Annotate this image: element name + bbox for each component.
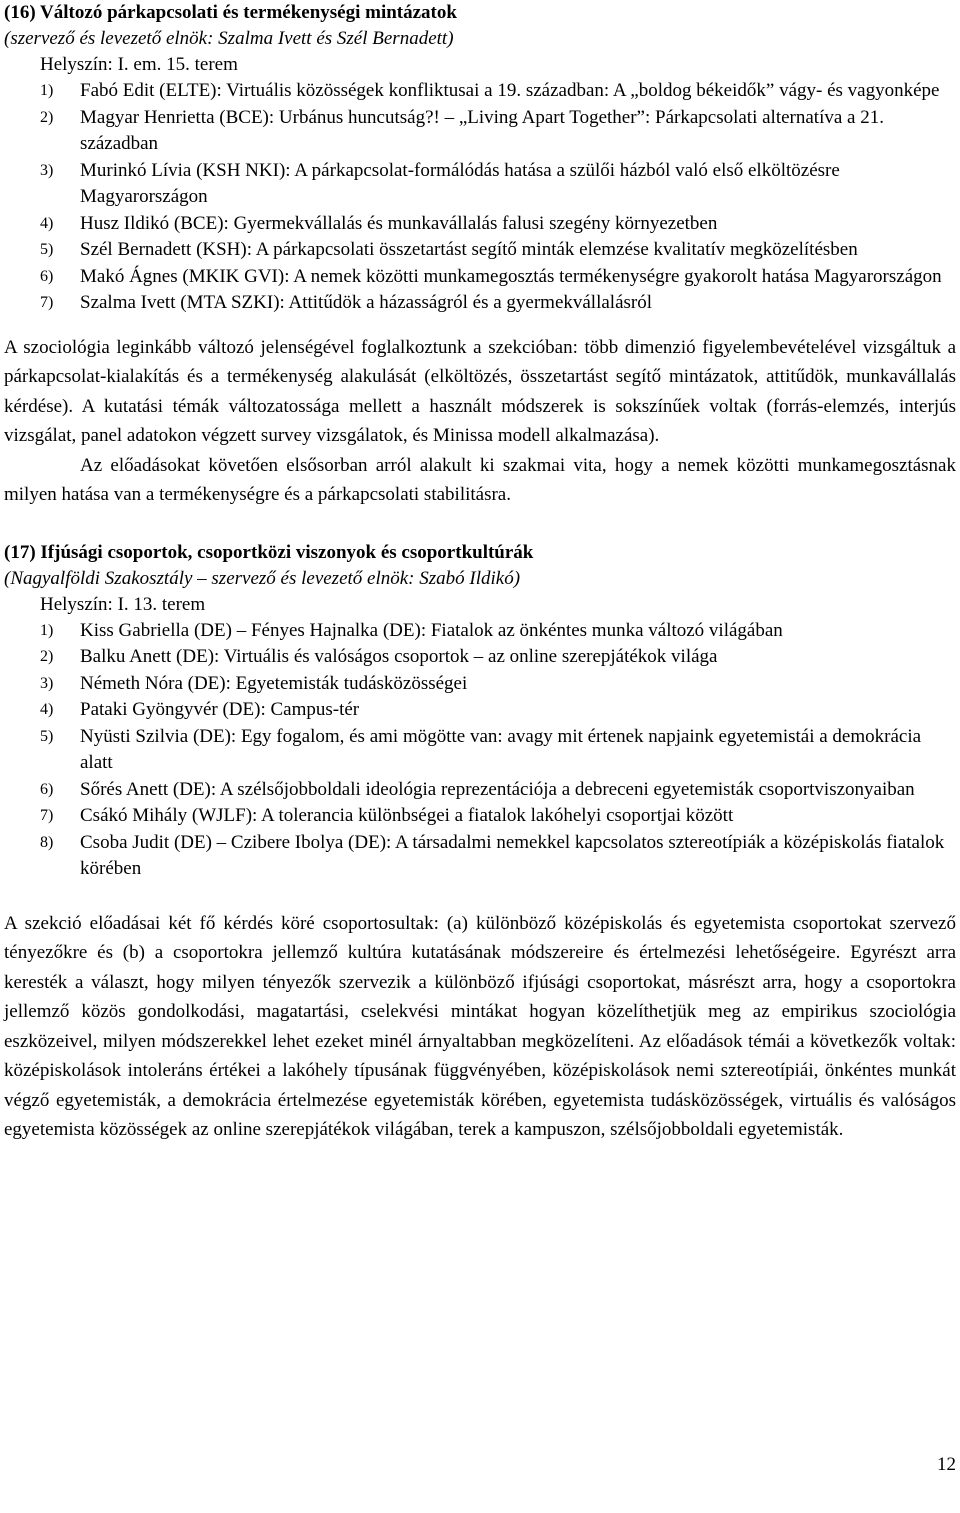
talk-number: 5) <box>40 241 54 258</box>
section-16 <box>4 0 956 510</box>
talk-item <box>4 644 956 671</box>
talk-item <box>4 830 956 883</box>
talk-number: 7) <box>40 294 54 311</box>
talk-item <box>4 724 956 777</box>
talk-text: Kiss Gabriella (DE) – Fényes Hajnalka (DE): Fiatalok az önkéntes munka változó világában <box>80 619 783 641</box>
talk-text: Sőrés Anett (DE): A szélsőjobboldali ideológia reprezentációja a debreceni egyetemisták csoportviszonyaiban <box>80 778 915 800</box>
talk-number: 2) <box>40 648 54 665</box>
talk-item <box>4 290 956 317</box>
page-number: 12 <box>937 1454 956 1475</box>
section-16-talk-list <box>4 78 956 317</box>
talk-text: Magyar Henrietta (BCE): Urbánus huncutság?! – „Living Apart Together”: Párkapcsolati alternatíva a 21. században <box>80 106 884 154</box>
talk-text: Szél Bernadett (KSH): A párkapcsolati összetartást segítő minták elemzése kvalitatív megközelítésben <box>80 239 858 260</box>
talk-item <box>4 777 956 804</box>
talk-number: 3) <box>40 674 54 692</box>
talk-number: 5) <box>40 727 54 745</box>
talk-text: Makó Ágnes (MKIK GVI): A nemek közötti munkamegosztás termékenységre gyakorolt hatása Magyarországon <box>80 265 942 287</box>
talk-number: 4) <box>40 701 54 718</box>
section-16-title: (16) Változó párkapcsolati és termékenységi mintázatok <box>4 2 457 23</box>
talk-item <box>4 105 956 158</box>
section-16-venue: Helyszín: I. em. 15. terem <box>40 54 238 75</box>
talk-number: 8) <box>40 833 54 851</box>
talk-text: Husz Ildikó (BCE): Gyermekvállalás és munkavállalás falusi szegény környezetben <box>80 212 718 234</box>
talk-text: Murinkó Lívia (KSH NKI): A párkapcsolat-formálódás hatása a szülői házból való első elköltözésre Magyarországon <box>80 159 840 207</box>
talk-number: 6) <box>40 267 54 285</box>
talk-number: 3) <box>40 161 54 179</box>
talk-number: 1) <box>40 621 54 639</box>
section-17 <box>4 540 956 1145</box>
talk-text: Pataki Gyöngyvér (DE): Campus-tér <box>80 699 360 720</box>
talk-number: 7) <box>40 807 54 824</box>
talk-item <box>4 158 956 211</box>
talk-item <box>4 803 956 830</box>
section-17-talk-list <box>4 618 956 883</box>
talk-text: Fabó Edit (ELTE): Virtuális közösségek konfliktusai a 19. században: A „boldog békeidők” vágy- és vagyonképe <box>80 80 940 101</box>
talk-text: Nyüsti Szilvia (DE): Egy fogalom, és ami mögötte van: avagy mit értenek napjaink egyetemistái a demokrácia alatt <box>80 725 922 773</box>
talk-number: 4) <box>40 214 54 232</box>
talk-text: Csákó Mihály (WJLF): A tolerancia különbségei a fiatalok lakóhelyi csoportjai között <box>80 805 734 826</box>
talk-item <box>4 618 956 645</box>
talk-text: Balku Anett (DE): Virtuális és valóságos csoportok – az online szerepjátékok világa <box>80 646 718 667</box>
talk-item <box>4 78 956 105</box>
section-16-summary: A szociológia leginkább változó jelenségével foglalkoztunk a szekcióban: több dimenzió figyelembevételével vizsgáltuk a párkapcsolat-kialakítás és a termékenység alakulását (elköltözés, összetartást segítő mintázatok, attitűdök, munkavállalás kérdése). A kutatási témák változatossága mellett a használt módszerek is sokszínűek voltak (forrás-elemzés, interjús vizsgálat, panel adatokon végzett survey vizsgálatok, és Minissa modell alkalmazása). <box>4 336 956 446</box>
talk-number: 2) <box>40 108 54 126</box>
talk-number: 6) <box>40 780 54 798</box>
document-page <box>4 0 956 1145</box>
talk-item <box>4 671 956 698</box>
talk-item <box>4 264 956 291</box>
talk-item <box>4 237 956 264</box>
talk-text: Szalma Ivett (MTA SZKI): Attitűdök a házasságról és a gyermekvállalásról <box>80 292 653 313</box>
section-17-title: (17) Ifjúsági csoportok, csoportközi viszonyok és csoportkultúrák <box>4 541 534 563</box>
talk-item <box>4 697 956 724</box>
section-17-organizer: (Nagyalföldi Szakosztály – szervező és levezető elnök: Szabó Ildikó) <box>4 567 521 589</box>
talk-item <box>4 211 956 238</box>
section-16-organizer: (szervező és levezető elnök: Szalma Ivett és Szél Bernadett) <box>4 28 454 49</box>
talk-number: 1) <box>40 82 54 99</box>
talk-text: Csoba Judit (DE) – Czibere Ibolya (DE): A társadalmi nemekkel kapcsolatos sztereotípiák a középiskolás fiatalok körében <box>80 831 945 879</box>
talk-text: Németh Nóra (DE): Egyetemisták tudásközösségei <box>80 672 468 694</box>
section-17-summary: A szekció előadásai két fő kérdés köré csoportosultak: (a) különböző középiskolás és egyetemista csoportokat szervező tényezőkre és (b) a csoportokra jellemző kultúra kutatásának módszereire és értelmezési lehetőségeire. Egyrészt arra keresték a választ, hogy milyen tényezők szervezik a különböző ifjúsági csoportokat, másrészt arra, hogy a csoportokra jellemző közös gondolkodási, magatartási, cselekvési mintákat hogyan közelíthetjük meg az empirikus szociológia eszközeivel, milyen módszerekkel lehet ezeket minél árnyaltabban megközelíteni. Az előadások témái a következők voltak: középiskolások intoleráns értékei a lakóhely típusának függvényében, középiskolások nemi sztereotípiái, önkéntes munkát végző egyetemisták, a demokrácia értelmezése egyetemisták körében, egyetemista tudásközösségek, virtuális és valóságos egyetemista közösségek az online szerepjátékok világában, terek a kampuszon, szélsőjobboldali egyetemisták. <box>4 912 956 1140</box>
section-16-discussion: Az előadásokat követően elsősorban arról alakult ki szakmai vita, hogy a nemek közötti munkamegosztásnak milyen hatása van a termékenységre és a párkapcsolati stabilitásra. <box>4 454 956 505</box>
section-17-venue: Helyszín: I. 13. terem <box>40 593 206 615</box>
